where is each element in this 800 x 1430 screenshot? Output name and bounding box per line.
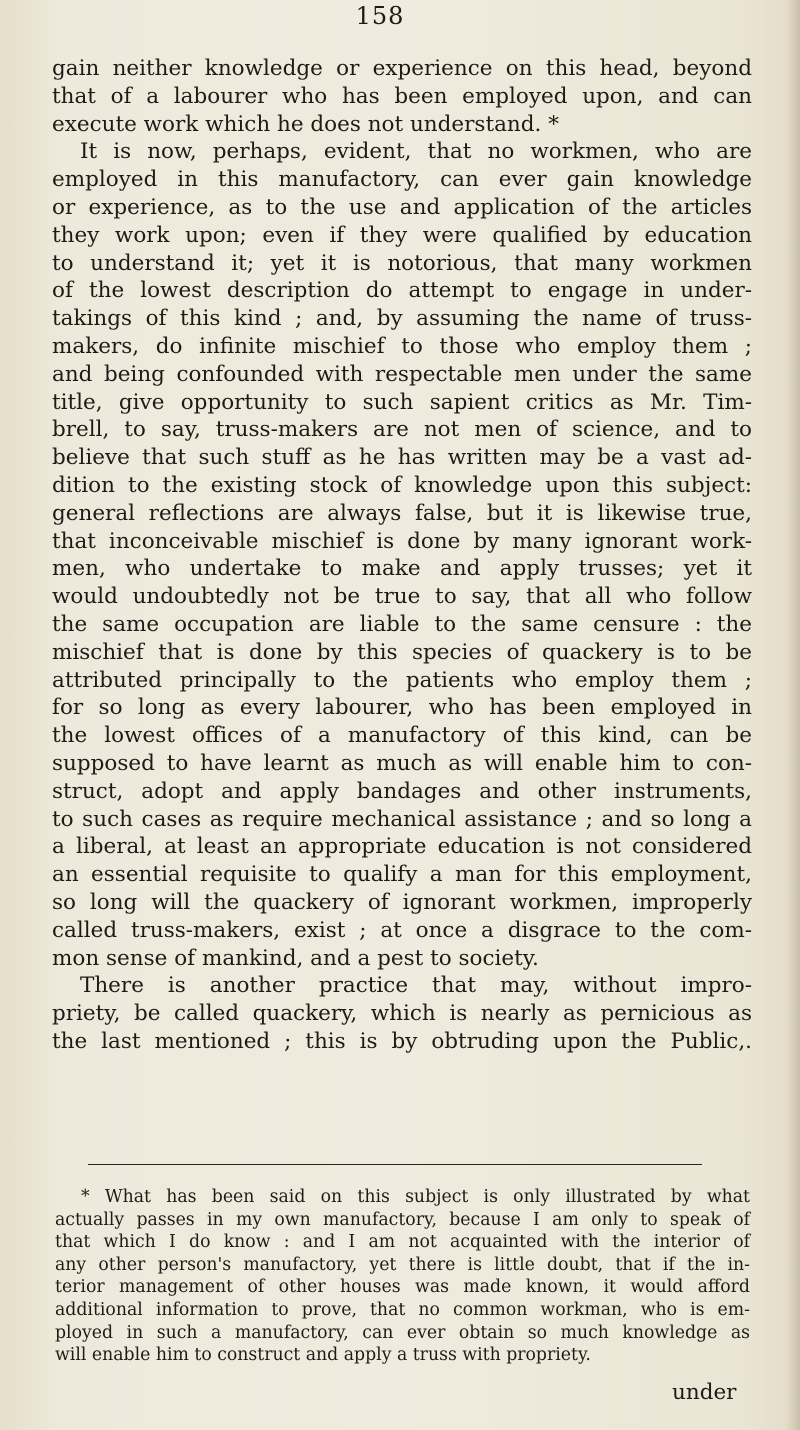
text-line: execute work which he does not understand. *: [52, 111, 559, 137]
text-line: they work upon; even if they were qualified by education: [52, 222, 752, 248]
text-line: the same occupation are liable to the same censure : the: [52, 611, 752, 637]
text-line: to understand it; yet it is notorious, that many workmen: [52, 250, 752, 276]
text-line: men, who undertake to make and apply trusses; yet it: [52, 556, 752, 582]
text-line: supposed to have learnt as much as will enable him to con-: [52, 750, 752, 776]
text-line: that of a labourer who has been employed upon, and can: [52, 83, 752, 109]
text-line: priety, be called quackery, which is nearly as pernicious as: [52, 1001, 752, 1027]
text-line: It is now, perhaps, evident, that no workmen, who are: [80, 139, 752, 165]
text-line: an essential requisite to qualify a man for this employment,: [52, 862, 752, 888]
text-line: and being confounded with respectable men under the same: [52, 361, 752, 387]
footnote-line: any other person's manufactory, yet there is little doubt, that if the in-: [55, 1254, 750, 1275]
footnote-line: * What has been said on this subject is only illustrated by what: [81, 1187, 750, 1207]
body-text: [52, 55, 752, 1056]
text-line: attributed principally to the patients who employ them ;: [52, 667, 752, 693]
text-line: would undoubtedly not be true to say, that all who follow: [52, 584, 752, 610]
text-line: There is another practice that may, without impro-: [80, 973, 752, 999]
text-line: dition to the existing stock of knowledge upon this subject:: [52, 472, 752, 498]
text-line: believe that such stuff as he has written may be a vast ad-: [52, 445, 752, 471]
text-line: gain neither knowledge or experience on this head, beyond: [52, 56, 752, 81]
footnote-line: ployed in such a manufactory, can ever obtain so much knowledge as: [55, 1322, 750, 1343]
footnote-separator: [88, 1164, 702, 1165]
footnote-line: actually passes in my own manufactory, because I am only to speak of: [55, 1209, 750, 1230]
text-line: for so long as every labourer, who has been employed in: [52, 695, 752, 721]
text-line: the lowest offices of a manufactory of this kind, can be: [52, 723, 752, 749]
text-line: mischief that is done by this species of quackery is to be: [52, 639, 752, 665]
text-line: makers, do infinite mischief to those who employ them ;: [52, 333, 752, 359]
text-line: brell, to say, truss-makers are not men of science, and to: [52, 417, 752, 443]
footnote-line: that which I do know : and I am not acquainted with the interior of: [55, 1232, 750, 1253]
text-line: or experience, as to the use and application of the articles: [52, 194, 752, 220]
footnote-line: will enable him to construct and apply a truss with propriety.: [55, 1345, 591, 1366]
text-line: a liberal, at least an appropriate education is not considered: [52, 834, 752, 860]
footnote-line: additional information to prove, that no common workman, who is em-: [55, 1299, 750, 1320]
text-line: called truss-makers, exist ; at once a disgrace to the com-: [52, 917, 752, 943]
text-line: of the lowest description do attempt to engage in under-: [52, 278, 752, 304]
text-line: so long will the quackery of ignorant workmen, improperly: [52, 889, 752, 915]
catchword: under: [672, 1380, 737, 1405]
text-line: that inconceivable mischief is done by many ignorant work-: [52, 528, 752, 554]
text-line: title, give opportunity to such sapient critics as Mr. Tim-: [52, 389, 752, 415]
text-line: struct, adopt and apply bandages and other instruments,: [52, 778, 752, 804]
text-line: general reflections are always false, but it is likewise true,: [52, 500, 752, 526]
page-edge-shadow: [786, 0, 800, 1430]
page-number: 158: [355, 2, 405, 30]
footnote: [55, 1186, 750, 1367]
text-line: to such cases as require mechanical assistance ; and so long a: [52, 806, 752, 832]
text-line: takings of this kind ; and, by assuming the name of truss-: [52, 306, 752, 332]
footnote-line: terior management of other houses was made known, it would afford: [55, 1277, 750, 1298]
text-line: mon sense of mankind, and a pest to society.: [52, 945, 539, 971]
text-line: the last mentioned ; this is by obtruding upon the Public,.: [52, 1028, 752, 1054]
text-line: employed in this manufactory, can ever gain knowledge: [52, 167, 752, 193]
